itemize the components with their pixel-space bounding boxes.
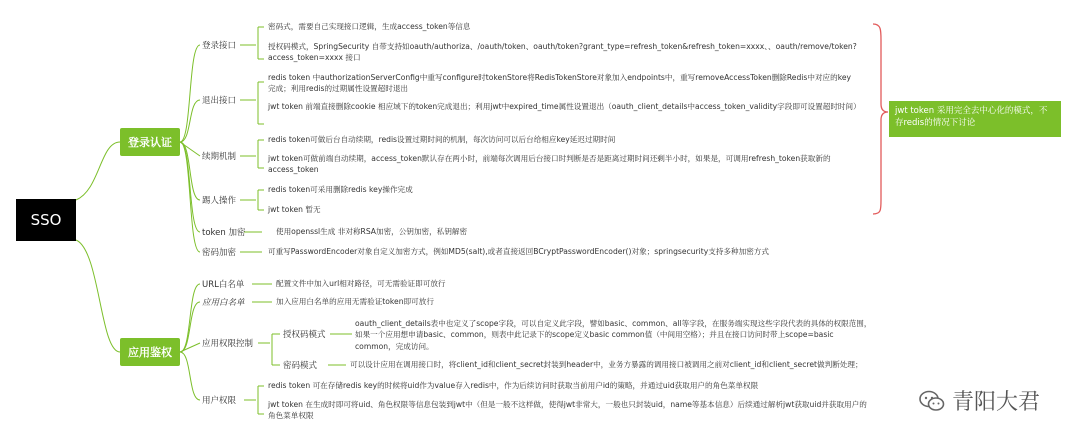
auth-code-mode-text: oauth_client_details表中也定义了scope字段，可以自定义此字段，譬如basic、common、all等字段，在服务端实现这些字段代表的具体的权限范围，如果一个应用想申请basic、common，则表中此记录下的scope定义basic common值（中间用空格）；并且在接口访问时带上scope=basic common，完成访问。 <box>355 319 872 351</box>
login-interface-item: 授权码模式，SpringSecurity 自带支持如oauth/authoriza、/oauth/token、oauth/token?grant_type=refresh_token&refresh_token=xxxx、、oauth/remove/token?access_token=xxxx 接口 <box>268 42 857 63</box>
user-permission-item: redis token 可在存储redis key的时候将uid作为value存入redis中，作为后续访问时获取当前用户id的策略，并通过uid获取用户的角色菜单权限 <box>268 381 759 390</box>
branch-app-auth: 应用鉴权 <box>120 338 180 366</box>
wechat-icon <box>918 387 946 415</box>
password-encrypt-text: 可重写PasswordEncoder对象自定义加密方式，例如MD5(salt),或者直接返回BCryptPasswordEncoder()对象；springsecurity支持多种加密方式 <box>268 247 769 256</box>
label-url-whitelist: URL白名单 <box>202 280 245 290</box>
kick-item: jwt token 暂无 <box>268 205 321 214</box>
label-app-permission: 应用权限控制 <box>202 339 254 349</box>
password-mode-text: 可以设计应用在调用接口时，将client_id和client_secret封装到header中，业务方暴露的调用接口被调用之前对client_id和client_secret做判断处理； <box>350 360 863 369</box>
watermark-text: 青阳大君 <box>952 390 1041 415</box>
label-token-encrypt: token 加密 <box>202 228 246 238</box>
logout-interface-item: redis token 中authorizationServerConfig中重写configure时tokenStore将RedisTokenStore对象加入endpoints中，重写removeAccessToken删除Redis中对应的key完成；利用redis的过期属性设置超时退出 <box>268 73 852 94</box>
label-renew: 续期机制 <box>202 152 237 162</box>
watermark <box>918 385 1040 416</box>
token-encrypt-text: 使用openssl生成 非对称RSA加密，公钥加密，私钥解密 <box>276 227 468 236</box>
label-auth-code-mode: 授权码模式 <box>283 330 326 340</box>
label-kick: 踢人操作 <box>202 196 237 206</box>
branch-login-auth: 登录认证 <box>120 128 180 156</box>
root-node: SSO <box>16 199 76 241</box>
user-permission-item: jwt token 在生成时即可将uid、角色权限等信息包装到jwt中（但是一般不这样做，使得jwt非常大，一般也只封装uid，name等基本信息）后续通过解析jwt获取uid并获取用户的角色菜单权限 <box>268 400 867 421</box>
logout-interface-item: jwt token 前端直接删除cookie 相应域下的token完成退出；利用jwt中expired_time属性设置退出（oauth_client_details中access_token_validity字段即可设置超时时间） <box>268 102 861 111</box>
login-interface-item: 密码式，需要自己实现接口逻辑，生成access_token等信息 <box>268 22 471 31</box>
label-password-mode: 密码模式 <box>283 361 318 371</box>
jwt-note: jwt token 采用完全去中心化的模式，不存redis的情况下讨论 <box>889 101 1061 137</box>
renew-item: redis token可做后台自动续期，redis设置过期时间的机制，每次访问可以后台给相应key延迟过期时间 <box>268 135 616 144</box>
label-login-interface: 登录接口 <box>202 41 237 51</box>
url-whitelist-text: 配置文件中加入url相对路径，可无需验证即可放行 <box>276 279 446 288</box>
label-logout-interface: 退出接口 <box>202 96 237 106</box>
label-user-permission: 用户权限 <box>202 396 237 406</box>
app-whitelist-text: 加入应用白名单的应用无需验证token即可放行 <box>276 297 434 306</box>
label-app-whitelist: 应用白名单 <box>202 298 245 308</box>
kick-item: redis token可采用删除redis key操作完成 <box>268 185 413 194</box>
label-password-encrypt: 密码加密 <box>202 248 237 258</box>
renew-item: jwt token可做前端自动续期，access_token默认存在两小时，前端每次调用后台接口时判断是否是距离过期时间还剩半小时，如果是，可调用refresh_token获取新的access_token <box>268 154 831 175</box>
